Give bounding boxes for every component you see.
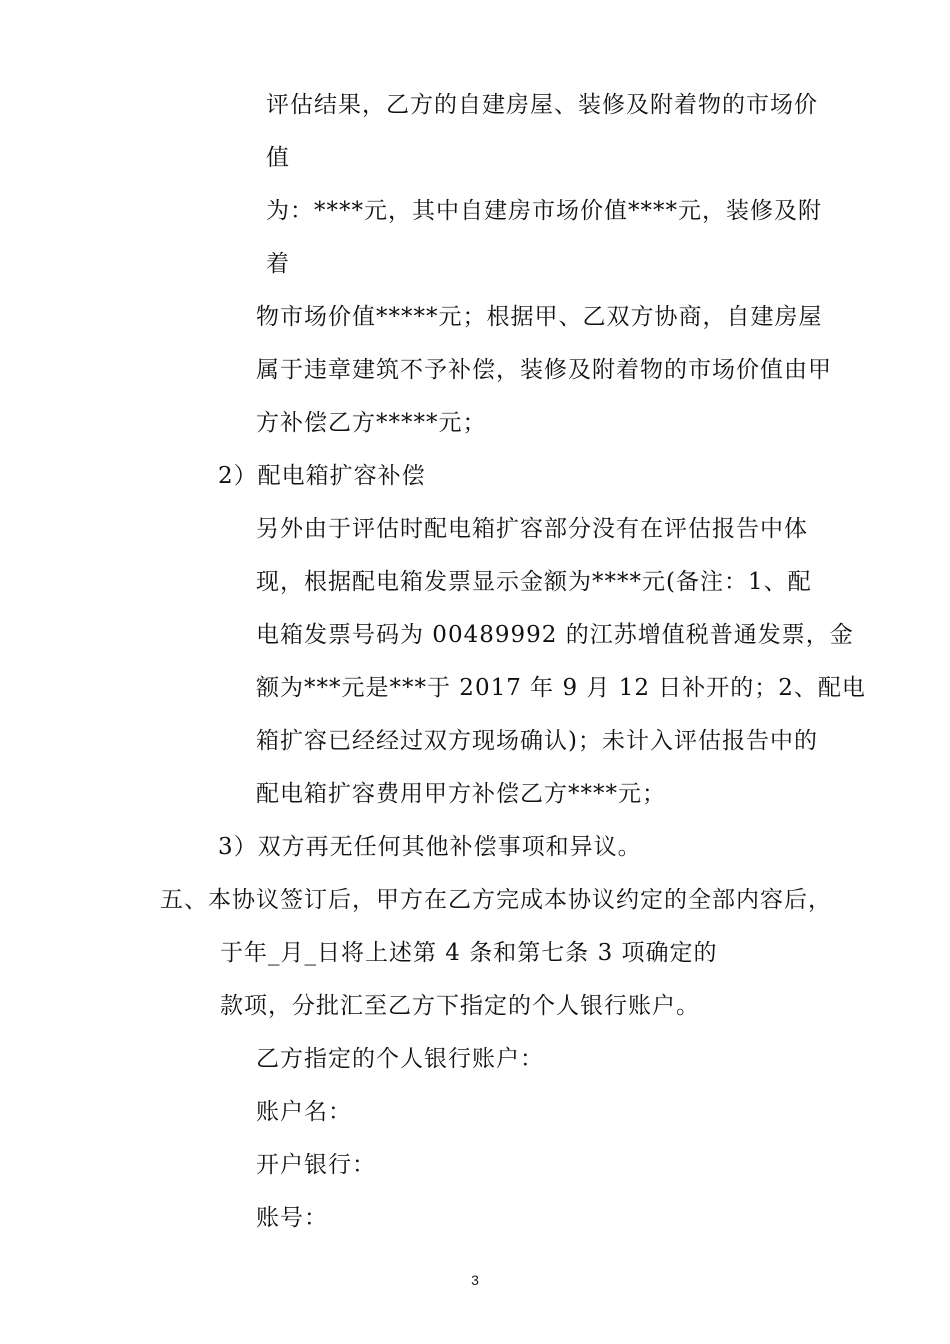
list-item-heading: 2）配电箱扩容补偿 [218, 463, 426, 489]
text-line: 现，根据配电箱发票显示金额为****元(备注：1、配 [256, 569, 812, 595]
text-line: 另外由于评估时配电箱扩容部分没有在评估报告中体 [256, 516, 808, 542]
text-line: 着 [266, 251, 290, 277]
text-line: 款项，分批汇至乙方下指定的个人银行账户。 [220, 993, 700, 1019]
account-number-field: 账号： [256, 1205, 328, 1231]
text-line: 额为***元是***于 2017 年 9 月 12 日补开的；2、配电 [256, 675, 866, 701]
text-line: 为：****元，其中自建房市场价值****元，装修及附 [266, 198, 822, 224]
section-heading: 五、本协议签订后，甲方在乙方完成本协议约定的全部内容后， [160, 887, 832, 913]
text-line: 评估结果，乙方的自建房屋、装修及附着物的市场价 [266, 92, 818, 118]
text-line: 电箱发票号码为 00489992 的江苏增值税普通发票，金 [256, 622, 854, 648]
account-name-field: 账户名： [256, 1099, 352, 1125]
page-number: 3 [471, 1272, 479, 1288]
text-line: 值 [266, 145, 290, 171]
bank-name-field: 开户银行： [256, 1152, 376, 1178]
text-line: 配电箱扩容费用甲方补偿乙方****元； [256, 781, 666, 807]
text-line: 方补偿乙方*****元； [256, 410, 487, 436]
list-item-heading: 3）双方再无任何其他补偿事项和异议。 [218, 834, 642, 860]
bank-account-heading: 乙方指定的个人银行账户： [256, 1046, 544, 1072]
text-line: 属于违章建筑不予补偿，装修及附着物的市场价值由甲 [256, 357, 832, 383]
text-line: 物市场价值*****元；根据甲、乙双方协商，自建房屋 [256, 304, 823, 330]
text-line: 箱扩容已经经过双方现场确认)；未计入评估报告中的 [256, 728, 818, 754]
text-line: 于年_月_日将上述第 4 条和第七条 3 项确定的 [220, 940, 718, 966]
